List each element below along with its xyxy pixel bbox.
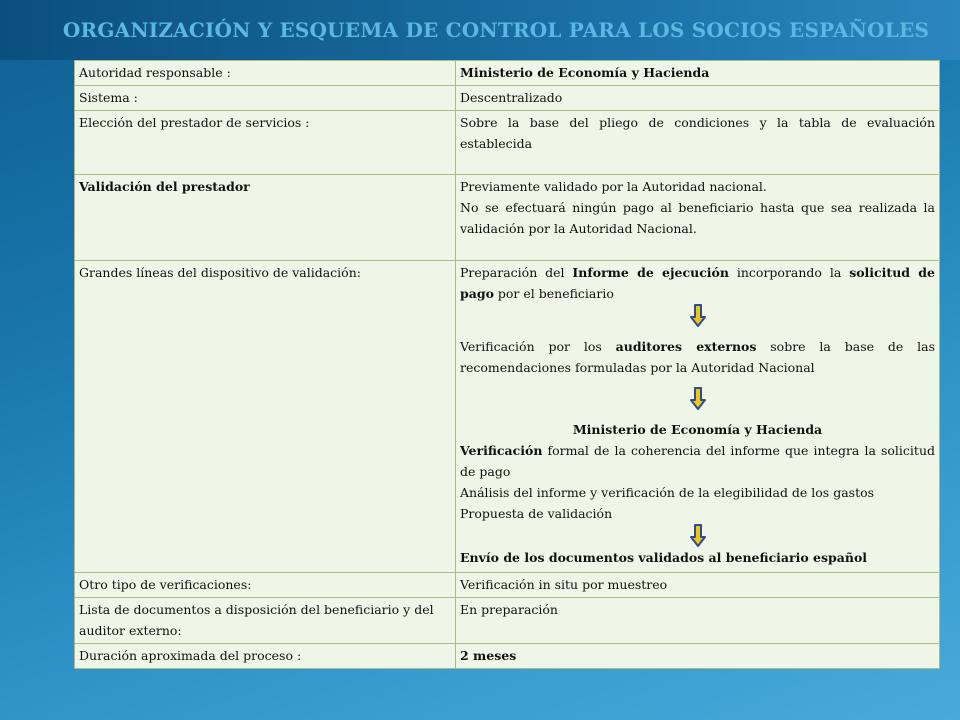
row-value: Verificación in situ por muestreo	[456, 573, 940, 598]
step-verificacion-formal: Verificación formal de la coherencia del informe que integra la solicitud de pago	[460, 443, 935, 479]
table-row	[75, 61, 940, 86]
validacion-line-1: Previamente validado por la Autoridad nacional.	[460, 179, 767, 194]
row-label: Lista de documentos a disposición del beneficiario y del auditor externo:	[75, 598, 456, 644]
row-label: Validación del prestador	[75, 175, 456, 261]
row-value: 2 meses	[456, 644, 940, 669]
table-row	[75, 111, 940, 175]
table-row	[75, 261, 940, 573]
row-label: Sistema :	[75, 86, 456, 111]
down-arrow-icon	[682, 387, 714, 410]
table-row	[75, 573, 940, 598]
row-label: Otro tipo de verificaciones:	[75, 573, 456, 598]
row-value: Sobre la base del pliego de condiciones y la tabla de evaluación establecida	[456, 111, 940, 175]
table-row	[75, 598, 940, 644]
page-title: ORGANIZACIÓN Y ESQUEMA DE CONTROL PARA LOS SOCIOS ESPAÑOLES	[62, 18, 930, 42]
step-propuesta: Propuesta de validación	[460, 506, 613, 521]
row-value: Descentralizado	[456, 86, 940, 111]
row-label: Duración aproximada del proceso :	[75, 644, 456, 669]
step-envio: Envío de los documentos validados al beneficiario español	[460, 550, 868, 565]
step-preparacion: Preparación del Informe de ejecución incorporando la solicitud de pago por el beneficiario	[460, 265, 935, 301]
ministerio-heading: Ministerio de Economía y Hacienda	[572, 422, 823, 437]
row-value	[456, 261, 940, 573]
table-row	[75, 644, 940, 669]
table-row	[75, 175, 940, 261]
row-value	[456, 175, 940, 261]
row-label: Grandes líneas del dispositivo de validación:	[75, 261, 456, 573]
step-verificacion-auditores: Verificación por los auditores externos sobre la base de las recomendaciones formuladas por la Autoridad Nacional	[460, 339, 935, 375]
row-label: Autoridad responsable :	[75, 61, 456, 86]
table-row	[75, 86, 940, 111]
down-arrow-icon	[682, 304, 714, 327]
row-value: Ministerio de Economía y Hacienda	[456, 61, 940, 86]
validacion-line-2: No se efectuará ningún pago al beneficiario hasta que sea realizada la validación por la Autoridad Nacional.	[460, 200, 935, 236]
control-table	[74, 60, 940, 669]
row-label: Elección del prestador de servicios :	[75, 111, 456, 175]
step-analisis: Análisis del informe y verificación de la elegibilidad de los gastos	[460, 485, 875, 500]
down-arrow-icon	[682, 524, 714, 547]
row-value: En preparación	[456, 598, 940, 644]
